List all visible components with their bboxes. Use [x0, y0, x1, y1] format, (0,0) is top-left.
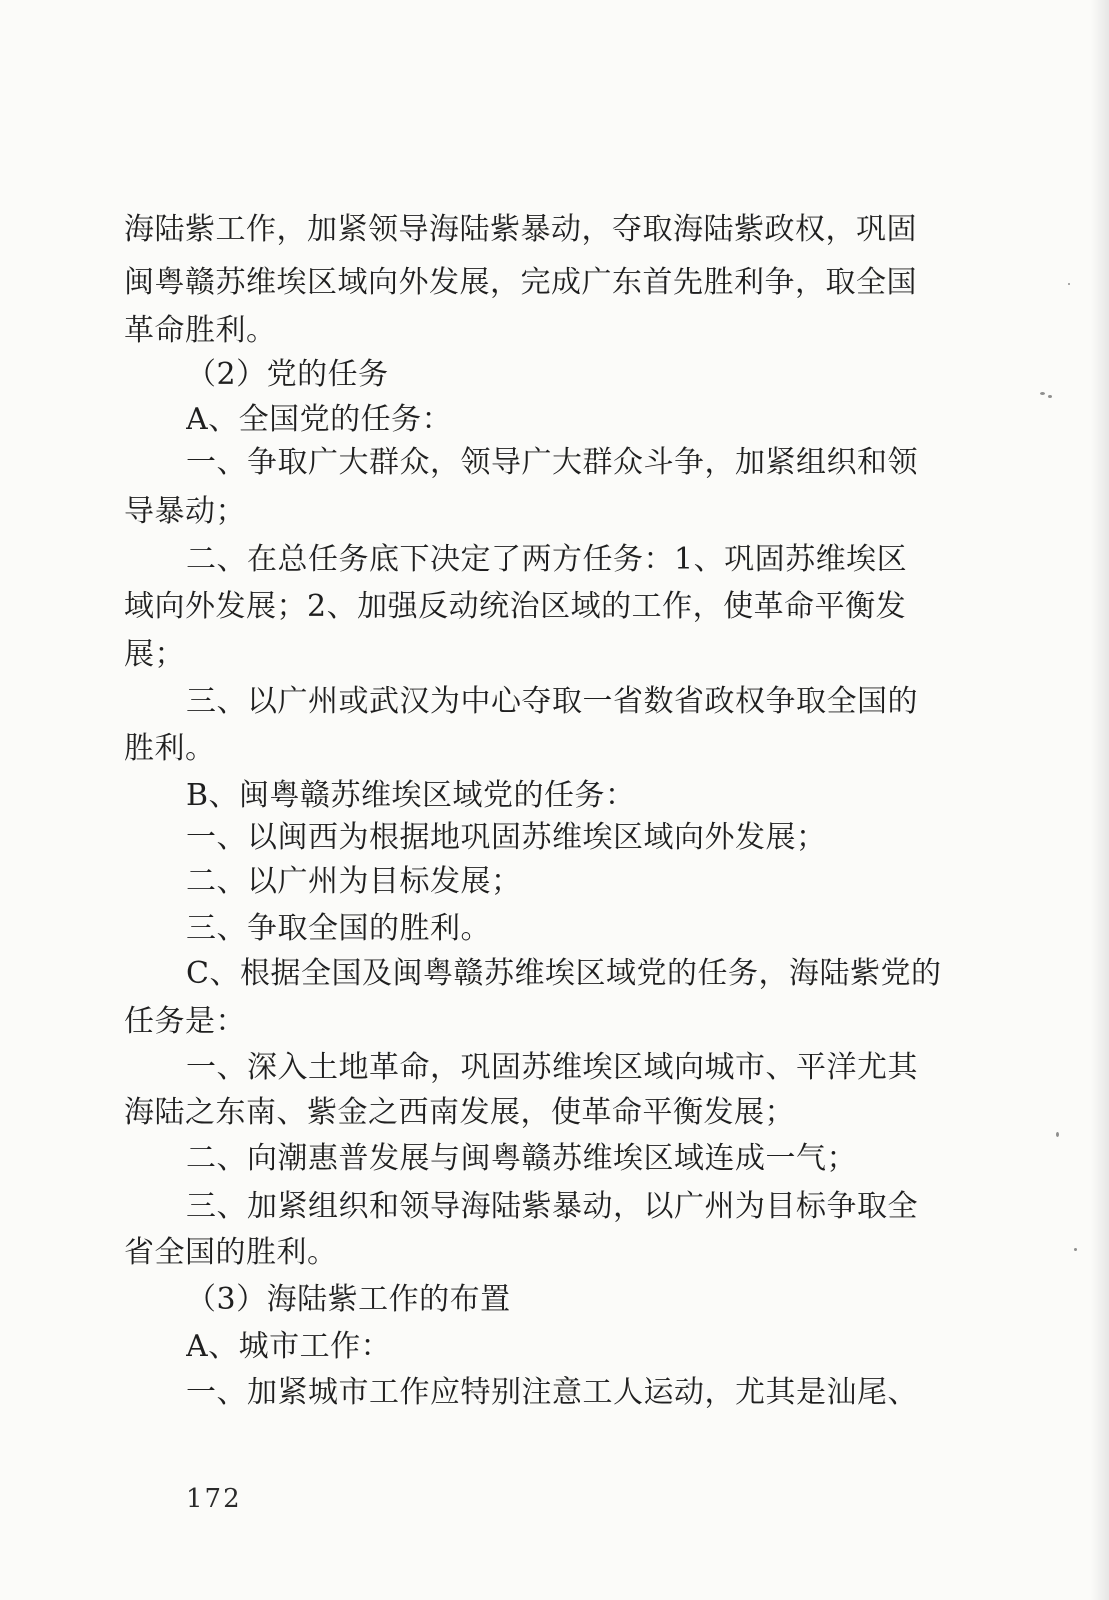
subheading-c: C、根据全国及闽粤赣苏维埃区域党的任务，海陆紫党的 — [186, 956, 942, 991]
text-line-3: 革命胜利。 — [124, 313, 277, 348]
text-line-7: 导暴动； — [124, 494, 246, 529]
text-line-26: 一、加紧城市工作应特别注意工人运动，尤其是汕尾、 — [186, 1375, 918, 1410]
text-line-2: 闽粤赣苏维埃区域向外发展，完成广东首先胜利争，取全国 — [124, 265, 917, 300]
scan-speck — [1048, 395, 1052, 398]
text-line-16: 三、争取全国的胜利。 — [186, 911, 491, 946]
text-line-6: 一、争取广大群众，领导广大群众斗争，加紧组织和领 — [186, 445, 918, 480]
text-line-21: 二、向潮惠普发展与闽粤赣苏维埃区域连成一气； — [186, 1141, 857, 1176]
text-line-11: 三、以广州或武汉为中心夺取一省数省政权争取全国的 — [186, 684, 918, 719]
scan-edge-shadow — [1091, 0, 1109, 1600]
text-line-18: 任务是： — [124, 1004, 246, 1039]
text-line-1: 海陆紫工作，加紧领导海陆紫暴动，夺取海陆紫政权，巩固 — [124, 212, 917, 247]
subheading-a: A、全国党的任务： — [186, 402, 453, 437]
section-heading-3: （3）海陆紫工作的布置 — [186, 1282, 511, 1317]
text-line-14: 一、以闽西为根据地巩固苏维埃区域向外发展； — [186, 820, 827, 855]
subheading-b: B、闽粤赣苏维埃区域党的任务： — [186, 778, 636, 813]
text-line-10: 展； — [124, 637, 185, 672]
page-number: 172 — [186, 1484, 242, 1514]
section-heading-2: （2）党的任务 — [186, 357, 389, 392]
scan-speck — [1040, 392, 1045, 395]
text-line-8: 二、在总任务底下决定了两方任务：1、巩固苏维埃区 — [186, 542, 908, 577]
text-line-23: 省全国的胜利。 — [124, 1235, 338, 1270]
text-line-20: 海陆之东南、紫金之西南发展，使革命平衡发展； — [124, 1095, 795, 1130]
text-line-22: 三、加紧组织和领导海陆紫暴动，以广州为目标争取全 — [186, 1189, 918, 1224]
text-line-15: 二、以广州为目标发展； — [186, 864, 522, 899]
text-line-12: 胜利。 — [124, 731, 216, 766]
text-line-9: 域向外发展；2、加强反动统治区域的工作，使革命平衡发 — [124, 589, 907, 624]
scan-speck — [1056, 1132, 1059, 1137]
scan-speck — [1068, 283, 1070, 285]
text-line-19: 一、深入土地革命，巩固苏维埃区域向城市、平洋尤其 — [186, 1050, 918, 1085]
scan-speck — [1074, 1248, 1077, 1251]
subheading-city-work: A、城市工作： — [186, 1329, 392, 1364]
